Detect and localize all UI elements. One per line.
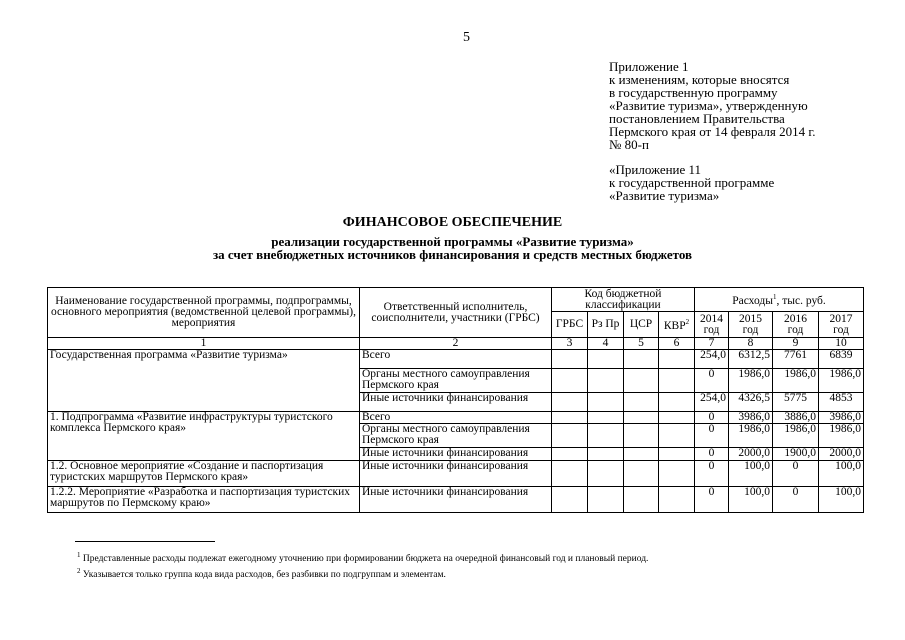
- document-subtitle: реализации государственной программы «Развитие туризма»: [271, 234, 634, 249]
- value-cell: 6839: [819, 350, 864, 369]
- column-number: 10: [819, 338, 864, 350]
- value-cell: 3886,0: [773, 412, 819, 424]
- table-row: [48, 487, 864, 513]
- value-cell: 0: [695, 448, 729, 461]
- header-year: 2016 год: [773, 312, 819, 338]
- column-number: 3: [552, 338, 588, 350]
- table-row: [48, 412, 864, 424]
- value-cell: 0: [773, 461, 819, 487]
- column-number: 6: [659, 338, 695, 350]
- value-cell: 1986,0: [819, 369, 864, 393]
- footnote: $^2$ Указывается только группа кода вида расходов, без разбивки по подгруппам и элементам.: [77, 567, 446, 581]
- header-budget-code: Код бюджетной классификации: [552, 288, 695, 312]
- appendix-line: постановлением Правительства: [609, 111, 785, 126]
- value-cell: 254,0: [695, 393, 729, 412]
- value-cell: 1986,0: [819, 424, 864, 448]
- value-cell: 5775: [773, 393, 819, 412]
- header-name: Наименование государственной программы, подпрограммы, основного мероприятия (ведомственной целевой программы), мероприятия: [48, 288, 360, 338]
- value-cell: 0: [695, 369, 729, 393]
- document-subtitle: за счет внебюджетных источников финансирования и средств местных бюджетов: [212, 247, 693, 262]
- value-cell: 0: [695, 461, 729, 487]
- financing-table: [47, 287, 864, 513]
- value-cell: 4853: [819, 393, 864, 412]
- appendix-line: к изменениям, которые вносятся: [609, 72, 790, 87]
- value-cell: 254,0: [695, 350, 729, 369]
- appendix-line: Пермского края от 14 февраля 2014 г.: [609, 124, 816, 139]
- column-number: 2: [360, 338, 552, 350]
- column-number: 7: [695, 338, 729, 350]
- appendix2-line: к государственной программе: [609, 175, 775, 190]
- executor-cell: Всего: [360, 412, 552, 424]
- value-cell: 6312,5: [729, 350, 773, 369]
- page-number: 5: [463, 30, 470, 45]
- footnotes: [77, 549, 648, 581]
- activity-name: 1.2.2. Мероприятие «Разработка и паспортизация туристских маршрутов по Пермскому краю»: [48, 487, 360, 513]
- column-number: 9: [773, 338, 819, 350]
- column-number: 1: [48, 338, 360, 350]
- appendix-line: в государственную программу: [609, 85, 778, 100]
- value-cell: 2000,0: [819, 448, 864, 461]
- executor-cell: Иные источники финансирования: [360, 448, 552, 461]
- value-cell: 2000,0: [729, 448, 773, 461]
- table-row: [48, 350, 864, 369]
- value-cell: 3986,0: [819, 412, 864, 424]
- header-rz-pr: Рз Пр: [588, 312, 624, 338]
- column-number: 8: [729, 338, 773, 350]
- program-name: Государственная программа «Развитие туризма»: [48, 350, 360, 412]
- value-cell: 0: [695, 412, 729, 424]
- value-cell: 1986,0: [729, 369, 773, 393]
- column-number: 4: [588, 338, 624, 350]
- appendix2-line: «Приложение 11: [609, 162, 702, 177]
- header-csr: ЦСР: [624, 312, 659, 338]
- executor-cell: Всего: [360, 350, 552, 369]
- activity-name: 1.2. Основное мероприятие «Создание и паспортизация туристских маршрутов Пермского края»: [48, 461, 360, 487]
- value-cell: 0: [695, 424, 729, 448]
- appendix-block: [609, 60, 889, 202]
- value-cell: 4326,5: [729, 393, 773, 412]
- header-year: 2015 год: [729, 312, 773, 338]
- footnote: $^1$ Представленные расходы подлежат ежегодному уточнению при формировании бюджета на очередной финансовый год и плановый период.: [77, 551, 649, 565]
- appendix-line: Приложение 1: [609, 59, 689, 74]
- value-cell: 0: [695, 487, 729, 513]
- header-expenses: Расходы$^1$, тыс. руб.: [695, 288, 864, 312]
- executor-cell: Иные источники финансирования: [360, 393, 552, 412]
- value-cell: 0: [773, 487, 819, 513]
- executor-cell: Органы местного самоуправления Пермского края: [360, 369, 552, 393]
- value-cell: 1986,0: [773, 369, 819, 393]
- executor-cell: Иные источники финансирования: [360, 461, 552, 487]
- value-cell: 100,0: [819, 461, 864, 487]
- value-cell: 100,0: [729, 487, 773, 513]
- header-year: 2014 год: [695, 312, 729, 338]
- column-number: 5: [624, 338, 659, 350]
- value-cell: 100,0: [729, 461, 773, 487]
- footnote-separator: [75, 541, 215, 542]
- value-cell: 3986,0: [729, 412, 773, 424]
- header-year: 2017 год: [819, 312, 864, 338]
- document-title: ФИНАНСОВОЕ ОБЕСПЕЧЕНИЕ: [342, 215, 563, 230]
- header-executor: Ответственный исполнитель, соисполнители, участники (ГРБС): [360, 288, 552, 338]
- appendix2-line: «Развитие туризма»: [609, 188, 720, 203]
- value-cell: 100,0: [819, 487, 864, 513]
- header-kvr: КВР$^2$: [659, 312, 695, 338]
- value-cell: 1986,0: [773, 424, 819, 448]
- table-row: [48, 461, 864, 487]
- appendix-line: № 80-п: [609, 137, 649, 152]
- header-grbs: ГРБС: [552, 312, 588, 338]
- value-cell: 7761: [773, 350, 819, 369]
- executor-cell: Органы местного самоуправления Пермского края: [360, 424, 552, 448]
- appendix-line: «Развитие туризма», утвержденную: [609, 98, 808, 113]
- value-cell: 1900,0: [773, 448, 819, 461]
- executor-cell: Иные источники финансирования: [360, 487, 552, 513]
- value-cell: 1986,0: [729, 424, 773, 448]
- subprogram-name: 1. Подпрограмма «Развитие инфраструктуры туристского комплекса Пермского края»: [48, 412, 360, 461]
